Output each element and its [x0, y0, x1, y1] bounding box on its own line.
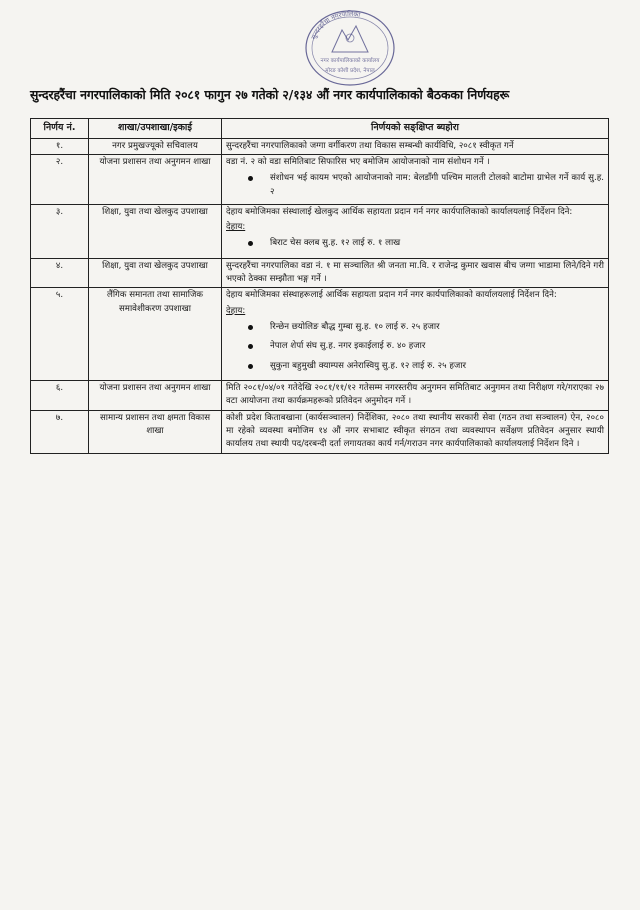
- decision-branch: नगर प्रमुखज्यूको सचिवालय: [89, 138, 222, 154]
- list-item: नेपाल शेर्पा संघ सु.ह. नगर इकाईलाई रु. ४० हजार: [270, 340, 604, 353]
- decision-number: ६.: [31, 380, 89, 410]
- table-row: [31, 154, 609, 204]
- header-branch: शाखा/उपशाखा/इकाई: [89, 119, 222, 139]
- decision-branch: शिक्षा, युवा तथा खेलकुद उपशाखा: [89, 204, 222, 258]
- sub-heading: देहाय:: [226, 305, 246, 316]
- table-row: [31, 288, 609, 381]
- decision-branch: शिक्षा, युवा तथा खेलकुद उपशाखा: [89, 258, 222, 288]
- bullet-icon: [248, 176, 253, 181]
- decision-summary: [222, 138, 609, 154]
- table-row: [31, 410, 609, 453]
- decision-text: देहाय बमोजिमका संस्थालाई खेलकुद आर्थिक सहायता प्रदान गर्न नगर कार्यपालिकाको कार्यालयलाई निर्देशन दिने:: [226, 206, 573, 217]
- decision-number: ३.: [31, 204, 89, 258]
- table-header-row: [31, 119, 609, 139]
- decision-text: देहाय बमोजिमका संस्थाहरूलाई आर्थिक सहायता प्रदान गर्न नगर कार्यपालिकाको कार्यालयलाई निर्देशन दिने:: [226, 290, 557, 301]
- seal-line3: मोरङ कोशी प्रदेश, नेपाल: [325, 68, 375, 74]
- bullet-list: [226, 237, 604, 250]
- decision-text: मिति २०८१/०४/०१ गतेदेखि २०८१/११/१२ गतेसम्म नगरस्तरीय अनुगमन समितिबाट अनुगमन तथा निरीक्षण गरे/गराएका २७ वटा आयोजना तथा कार्यक्रमहरूको प्रतिवेदन अनुमोदन गर्ने ।: [226, 382, 604, 407]
- table-row: [31, 138, 609, 154]
- seal-emblem-icon: [300, 8, 400, 88]
- bullet-icon: [248, 364, 253, 369]
- bullet-icon: [248, 344, 253, 349]
- decision-text: सुन्दरहरैंचा नगरपालिका वडा नं. १ मा सञ्चालित श्री जनता मा.वि. र राजेन्द्र कुमार खवास बीच जग्गा भाडामा लिने/दिने गरी भएको ठेक्का सम्झौता भङ्ग गर्ने ।: [226, 260, 604, 285]
- decision-summary: [222, 288, 609, 381]
- decision-number: २.: [31, 154, 89, 204]
- list-item: सुकुना बहुमुखी क्याम्पस अनेरास्वियु सु.ह. १२ लाई रु. २५ हजार: [270, 360, 604, 373]
- decision-branch: लैंगिक समानता तथा सामाजिक समावेशीकरण उपशाखा: [89, 288, 222, 381]
- decision-branch: सामान्य प्रशासन तथा क्षमता विकास शाखा: [89, 410, 222, 453]
- seal-line2: नगर कार्यपालिकाको कार्यालय: [320, 58, 380, 64]
- decision-number: ७.: [31, 410, 89, 453]
- municipality-seal: [300, 8, 400, 88]
- header-decision-number: निर्णय नं.: [31, 119, 89, 139]
- bullet-icon: [248, 241, 253, 246]
- decision-number: ५.: [31, 288, 89, 381]
- decisions-table: [30, 118, 609, 454]
- list-item: संशोधन भई कायम भएको आयोजनाको नाम: बेलडाँगी पश्चिम मालती टोलको बाटोमा ग्राभेल गर्ने कार्य सु.ह. २: [270, 172, 604, 199]
- decision-summary: [222, 154, 609, 204]
- decision-number: ४.: [31, 258, 89, 288]
- decision-summary: [222, 380, 609, 410]
- decision-text: सुन्दरहरैंचा नगरपालिकाको जग्गा वर्गीकरण तथा विकास सम्बन्धी कार्यविधि, २०८१ स्वीकृत गर्ने: [226, 140, 514, 151]
- bullet-list: [226, 321, 604, 373]
- table-row: [31, 258, 609, 288]
- decision-number: १.: [31, 138, 89, 154]
- decision-summary: [222, 410, 609, 453]
- decision-summary: [222, 258, 609, 288]
- decision-text: कोशी प्रदेश किताबखाना (कार्यसञ्चालन) निर्देशिका, २०८० तथा स्थानीय सरकारी सेवा (गठन तथा सञ्चालन) ऐन, २०८० मा रहेको व्यवस्था बमोजिम १४ औं नगर सभाबाट स्वीकृत संगठन तथा व्यवस्थापन सर्वेक्षण प्रतिवेदन अनुसार स्थायी कार्यालय तथा स्थायी पद/दरबन्दी दर्ता लगायतका कार्य गर्न/गराउन नगर कार्यपालिकाको कार्यालयलाई निर्देशन दिने ।: [226, 412, 604, 450]
- bullet-icon: [248, 325, 253, 330]
- page-title: सुन्दरहरैंचा नगरपालिकाको मिति २०८१ फागुन २७ गतेको २/१३४ औं नगर कार्यपालिकाको बैठकका निर्णयहरू: [30, 87, 510, 102]
- decision-summary: [222, 204, 609, 258]
- list-item: बिराट चेस क्लब सु.ह. १२ लाई रु. १ लाख: [270, 237, 604, 250]
- sub-heading: देहाय:: [226, 222, 246, 233]
- decision-text: वडा नं. २ को वडा समितिबाट सिफारिस भए बमोजिम आयोजनाको नाम संशोधन गर्ने ।: [226, 156, 490, 167]
- table-row: [31, 204, 609, 258]
- bullet-list: [226, 172, 604, 199]
- header-summary: निर्णयको सङ्क्षिप्त ब्यहोरा: [222, 119, 609, 139]
- table-row: [31, 380, 609, 410]
- decision-branch: योजना प्रशासन तथा अनुगमन शाखा: [89, 380, 222, 410]
- list-item: रिन्छेन छयोलिङ बौद्ध गुम्बा सु.ह. १० लाई रु. २५ हजार: [270, 321, 604, 334]
- svg-text:सुन्दरहरैंचा नगरपालिका: सुन्दरहरैंचा नगरपालिका: [309, 9, 361, 41]
- decision-branch: योजना प्रशासन तथा अनुगमन शाखा: [89, 154, 222, 204]
